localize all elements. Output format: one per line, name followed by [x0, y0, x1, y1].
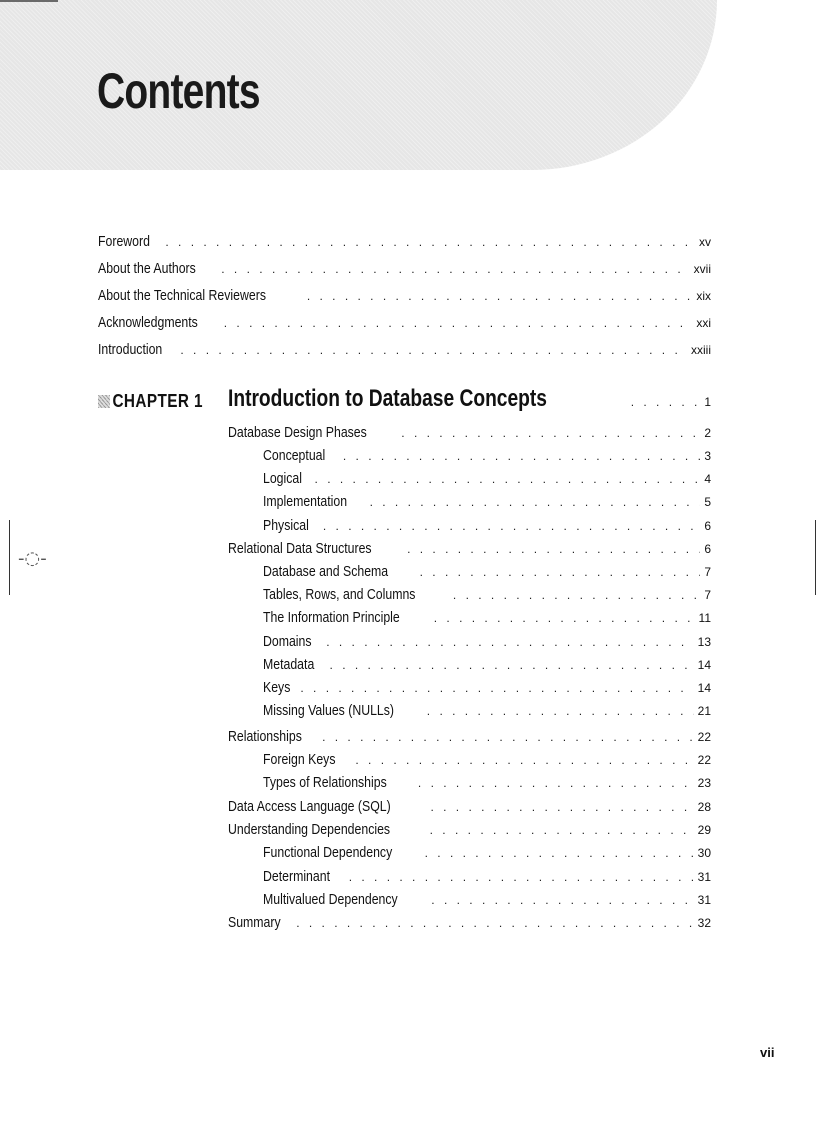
toc-subsection[interactable] — [263, 843, 711, 863]
dot-leader — [343, 446, 700, 466]
toc-subsection[interactable] — [263, 750, 711, 770]
dot-leader — [296, 913, 693, 933]
dot-leader — [430, 820, 694, 840]
toc-entry-label: Conceptual — [263, 447, 326, 464]
toc-subsection[interactable] — [263, 585, 711, 605]
dot-leader — [323, 516, 700, 536]
toc-entry-label: Multivalued Dependency — [263, 891, 398, 908]
toc-entry-page: xxiii — [691, 343, 711, 357]
toc-subsection[interactable] — [263, 655, 711, 675]
toc-entry-page: 11 — [698, 611, 711, 625]
toc-subsection[interactable] — [263, 469, 711, 489]
toc-entry-page: 1 — [704, 395, 711, 409]
toc-entry-page: 4 — [704, 472, 711, 486]
toc-entry-page: xvii — [693, 262, 711, 276]
dot-leader — [407, 539, 700, 559]
toc-section[interactable] — [228, 913, 711, 933]
chapter-marker-icon — [98, 395, 110, 408]
toc-subsection[interactable] — [263, 632, 711, 652]
toc-entry-page: xix — [696, 289, 711, 303]
toc-entry-page: 14 — [697, 681, 711, 695]
toc-entry-page: 3 — [704, 449, 711, 463]
toc-entry-page: 2 — [704, 426, 711, 440]
toc-subsection[interactable] — [263, 492, 711, 512]
page-title: Contents — [97, 63, 260, 119]
toc-entry-technical-reviewers[interactable] — [98, 286, 711, 306]
toc-entry-page: xv — [699, 235, 711, 249]
toc-subsection[interactable] — [263, 773, 711, 793]
toc-subsection[interactable] — [263, 867, 711, 887]
toc-entry-page: 22 — [697, 753, 711, 767]
dot-leader — [349, 867, 694, 887]
toc-entry-label: Introduction — [98, 341, 163, 358]
dot-leader — [307, 286, 692, 306]
toc-entry-about-authors[interactable] — [98, 259, 711, 279]
dot-leader — [434, 608, 695, 628]
crop-mark-left — [9, 520, 10, 595]
toc-entry-label: Logical — [263, 470, 302, 487]
toc-entry-page: 5 — [704, 495, 711, 509]
dot-leader — [224, 313, 693, 333]
toc-section[interactable] — [228, 539, 711, 559]
toc-entry-label: Foreword — [98, 233, 150, 250]
toc-entry-page: 28 — [697, 800, 711, 814]
page-number: vii — [760, 1045, 775, 1060]
toc-section[interactable] — [228, 797, 711, 817]
toc-entry-label: Physical — [263, 517, 309, 534]
toc-subsection[interactable] — [263, 446, 711, 466]
toc-entry-label: Database Design Phases — [228, 424, 367, 441]
dot-leader — [180, 340, 687, 360]
toc-section[interactable] — [228, 820, 711, 840]
dot-leader — [165, 232, 695, 252]
dot-leader — [355, 750, 693, 770]
toc-section[interactable] — [228, 727, 711, 747]
dot-leader — [631, 392, 701, 412]
toc-entry-introduction[interactable] — [98, 340, 711, 360]
dot-leader — [427, 701, 694, 721]
toc-entry-label: Missing Values (NULLs) — [263, 702, 395, 719]
toc-entry-label: Data Access Language (SQL) — [228, 798, 391, 815]
toc-entry-page: 6 — [704, 542, 711, 556]
toc-entry-page: 29 — [697, 823, 711, 837]
dot-leader — [425, 843, 694, 863]
dot-leader — [430, 797, 693, 817]
toc-entry-label: Domains — [263, 633, 312, 650]
dot-leader — [322, 727, 694, 747]
toc-entry-acknowledgments[interactable] — [98, 313, 711, 333]
toc-entry-page: 13 — [697, 635, 711, 649]
toc-section[interactable] — [228, 423, 711, 443]
chapter-label: CHAPTER 1 — [98, 391, 203, 412]
toc-entry-label: Types of Relationships — [263, 774, 387, 791]
dot-leader — [453, 585, 700, 605]
toc-entry-page: 32 — [697, 916, 711, 930]
toc-entry-label: Determinant — [263, 868, 330, 885]
toc-entry-label: Database and Schema — [263, 563, 389, 580]
toc-entry-page: 6 — [704, 519, 711, 533]
toc-entry-label: Metadata — [263, 656, 315, 673]
top-rule — [0, 0, 58, 2]
toc-entry-page: 30 — [697, 846, 711, 860]
dot-leader — [418, 773, 694, 793]
toc-entry-label: Understanding Dependencies — [228, 821, 391, 838]
toc-entry-page: 31 — [697, 870, 711, 884]
toc-entry-page: 14 — [697, 658, 711, 672]
toc-subsection[interactable] — [263, 701, 711, 721]
toc-entry-label: Keys — [263, 679, 291, 696]
dot-leader — [420, 562, 701, 582]
toc-subsection[interactable] — [263, 678, 711, 698]
toc-subsection[interactable] — [263, 890, 711, 910]
toc-entry-label: Functional Dependency — [263, 844, 393, 861]
chapter-title: Introduction to Database Concepts — [228, 385, 547, 412]
toc-entry-label: Summary — [228, 914, 281, 931]
dot-leader — [401, 423, 700, 443]
toc-entry-label: Relational Data Structures — [228, 540, 372, 557]
toc-chapter-1[interactable] — [228, 385, 711, 415]
dot-leader — [300, 678, 693, 698]
dot-leader — [370, 492, 701, 512]
toc-subsection[interactable] — [263, 608, 711, 628]
toc-entry-label: Acknowledgments — [98, 314, 198, 331]
dot-leader — [221, 259, 689, 279]
registration-mark-icon: -◌- — [18, 548, 47, 569]
toc-entry-foreword[interactable] — [98, 232, 711, 252]
dot-leader — [315, 469, 701, 489]
toc-entry-label: About the Authors — [98, 260, 196, 277]
toc-entry-page: 7 — [704, 588, 711, 602]
toc-entry-label: Implementation — [263, 493, 348, 510]
toc-subsection[interactable] — [263, 516, 711, 536]
toc-entry-label: Tables, Rows, and Columns — [263, 586, 416, 603]
toc-entry-page: xxi — [696, 316, 711, 330]
toc-entry-label: About the Technical Reviewers — [98, 287, 266, 304]
toc-entry-page: 21 — [697, 704, 711, 718]
toc-entry-label: Relationships — [228, 728, 302, 745]
toc-entry-page: 7 — [704, 565, 711, 579]
dot-leader — [330, 655, 694, 675]
toc-entry-page: 31 — [697, 893, 711, 907]
toc-entry-page: 23 — [697, 776, 711, 790]
toc-entry-label: The Information Principle — [263, 609, 400, 626]
toc-subsection[interactable] — [263, 562, 711, 582]
toc-entry-label: Foreign Keys — [263, 751, 336, 768]
dot-leader — [431, 890, 693, 910]
dot-leader — [326, 632, 693, 652]
toc-entry-page: 22 — [697, 730, 711, 744]
